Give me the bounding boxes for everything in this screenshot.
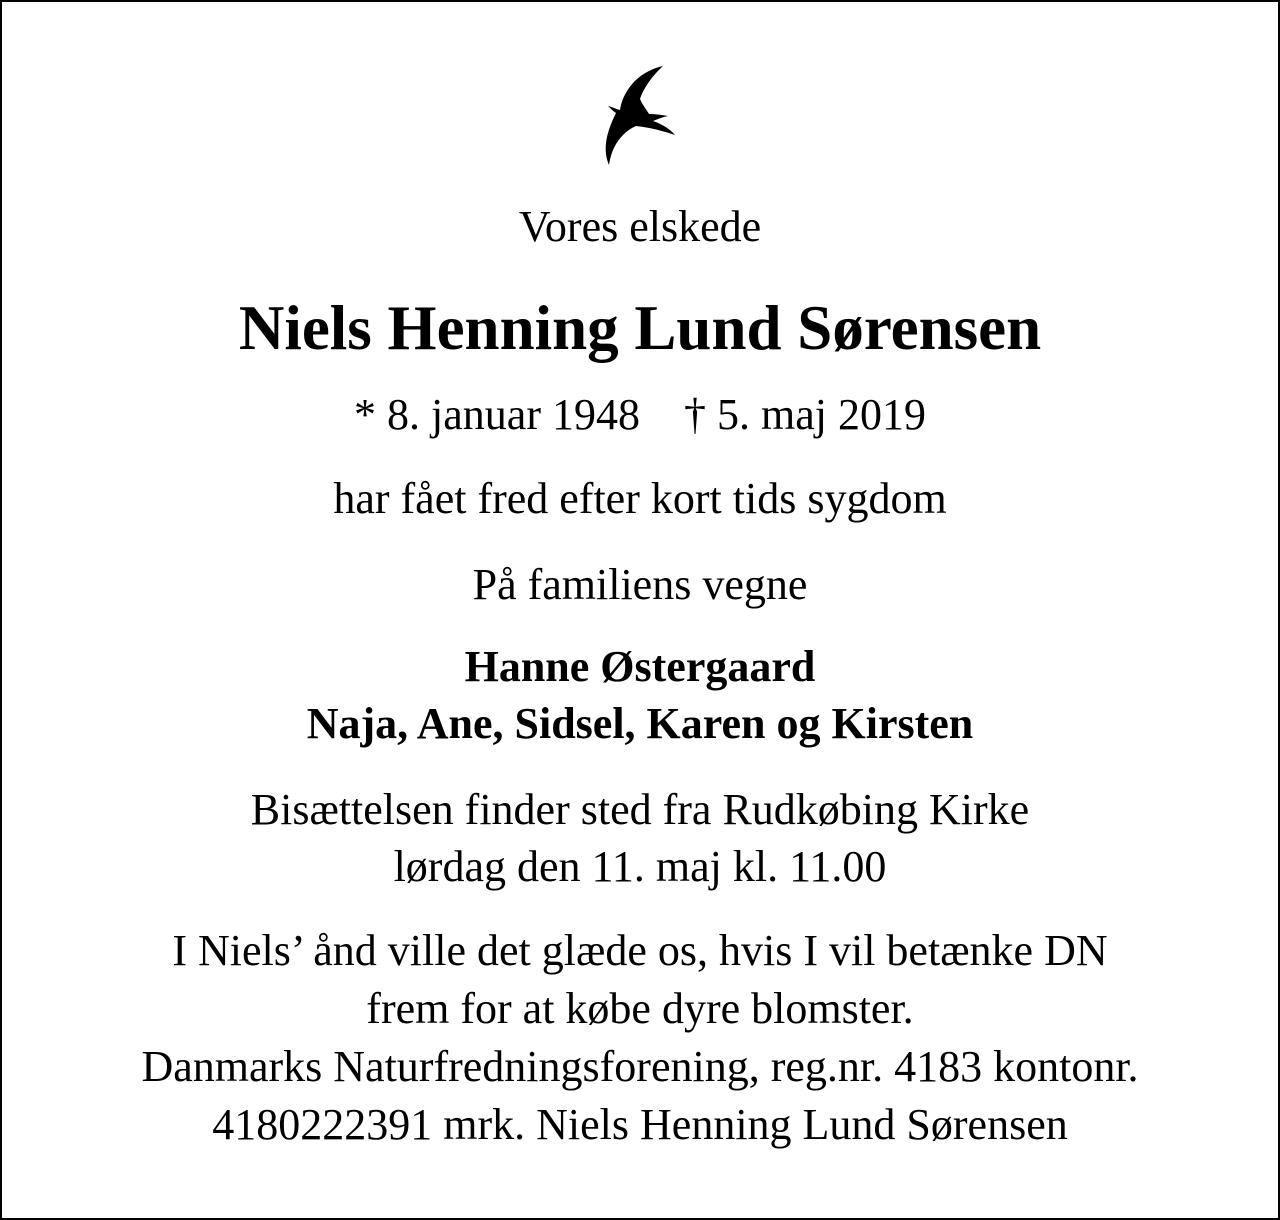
life-dates (2, 390, 1278, 439)
on-behalf-text: På familiens vegne (472, 560, 808, 609)
birth-date: * 8. januar 1948 (354, 390, 640, 439)
bird-silhouette-icon (596, 64, 682, 166)
funeral-info-line: Bisættelsen finder sted fra Rudkøbing Kirke (250, 785, 1030, 834)
family-line: Naja, Ane, Sidsel, Karen og Kirsten (306, 699, 974, 748)
funeral-info-line: lørdag den 11. maj kl. 11.00 (393, 842, 887, 891)
family-line: Hanne Østergaard (464, 642, 816, 691)
passing-message: har fået fred efter kort tids sygdom (333, 474, 947, 523)
donation-info-line: 4180222391 mrk. Niels Henning Lund Sørensen (212, 1100, 1068, 1149)
donation-info-line: I Niels’ ånd ville det glæde os, hvis I vil betænke DN (172, 926, 1108, 975)
donation-info-line: frem for at købe dyre blomster. (366, 984, 914, 1033)
death-date: † 5. maj 2019 (683, 390, 926, 439)
deceased-name: Niels Henning Lund Sørensen (238, 293, 1042, 363)
donation-info-line: Danmarks Naturfredningsforening, reg.nr. 4183 kontonr. (141, 1042, 1139, 1091)
intro-text: Vores elskede (518, 202, 762, 251)
